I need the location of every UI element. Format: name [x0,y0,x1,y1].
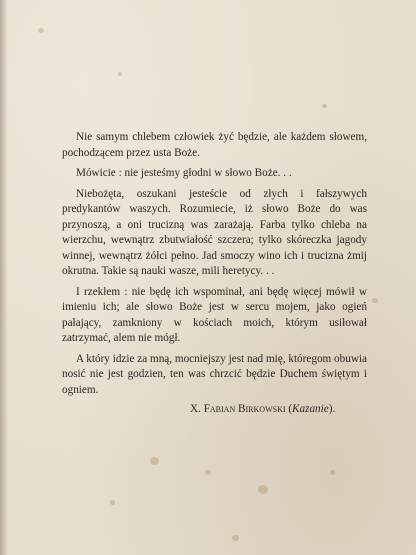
paragraph: A który idzie za mną, mocniejszy jest nad mię, któregom obuwia nosić nie jest godzien, ten was chrzcić będzie Duchem świętym i ogniem. [62,352,367,396]
source-title: Kazanie [292,403,329,415]
paragraph: Niebożęta, oszukani jesteście od złych i fałszywych predykantów waszych. Rozumiecie, iż słowo Boże do was przynoszą, a oni trucizną was zarażają. Farba tylko chleba na wierzchu, wewnątrz zbutwiałość szczera; tylko skóreczka jagody winnej, wewnątrz żółci pełno. Jad smoczy wino ich i trucizna żmij okrutna. Takie są nauki wasze, mili heretycy. . . [62,187,367,277]
foxing-spot [232,535,239,541]
main-text [62,130,367,398]
foxing-spot [330,470,335,475]
page-edge-shadow [0,0,8,555]
foxing-spot [322,104,327,108]
foxing-spot [38,28,44,33]
foxing-spot [205,470,211,475]
foxing-spot [118,72,122,76]
paragraph: I rzekłem : nie będę ich wspominał, ani będę więcej mówił w imieniu ich; ale słowo Boże jest w sercu mojem, jako ogień pałający, zamkniony w kościach moich, którym usiłował zatrzymać, alem nie mógł. [62,285,367,344]
paragraph: Mówicie : nie jesteśmy głodni w słowo Boże. . . [76,167,292,179]
paragraph: Nie samym chlebem człowiek żyć będzie, ale każdem słowem, pochodzącem przez usta Boże. [62,131,367,159]
author-first-name: Fabian [203,403,236,415]
author-prefix: X. [190,403,204,415]
foxing-spot [110,500,115,505]
foxing-spot [258,485,268,494]
signature: X. Fabian Birkowski (Kazanie). [190,403,336,415]
foxing-spot [150,457,159,465]
author-last-name: Birkowski [238,403,286,415]
foxing-spot [372,298,378,303]
